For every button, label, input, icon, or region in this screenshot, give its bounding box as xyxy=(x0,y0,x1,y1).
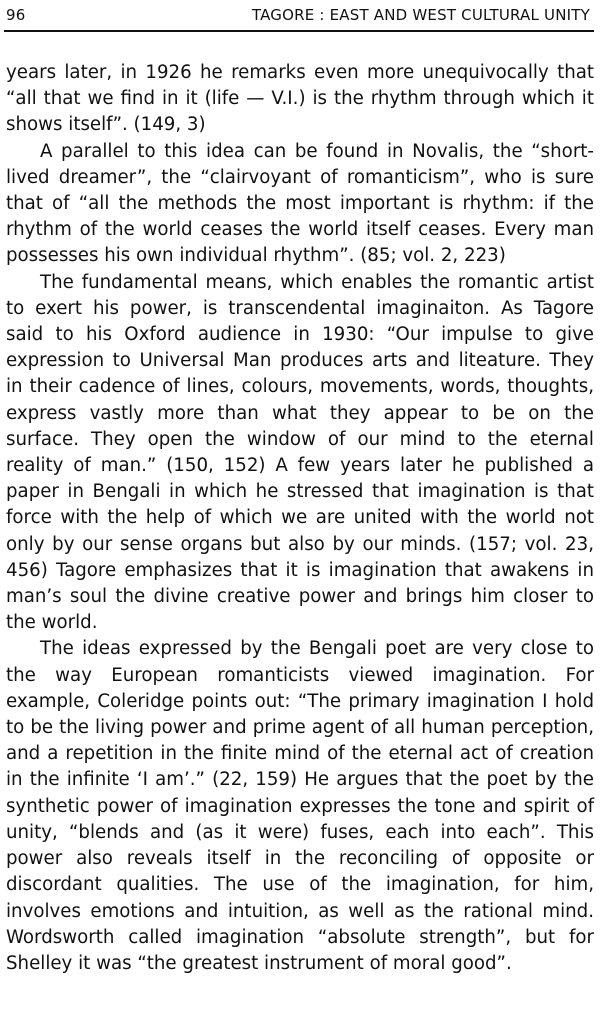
paragraph-novalis: A parallel to this idea can be found in Novalis, the “short-lived dreamer”, the “clairvoyant of romanticism”, who is sure that of “all the methods the most important is rhythm: if the rhythm of the world ceases the world itself ceases. Every man possesses his own individual rhythm”. (85; vol. 2, 223) xyxy=(6,140,594,267)
body-text xyxy=(6,60,594,977)
paragraph-imagination: The fundamental means, which enables the romantic artist to exert his power, is transcendental imaginaiton. As Tagore said to his Oxford audience in 1930: “Our impulse to give expression to Universal Man produces arts and liteature. They in their cadence of lines, colours, movements, words, thoughts, express vastly more than what they appear to be on the surface. They open the window of our mind to the eternal reality of man.” (150, 152) A few years later he published a paper in Bengali in which he stressed that imagination is that force with the help of which we are united with the world not only by our sense organs but also by our minds. (157; vol. 23, 456) Tagore emphasizes that it is imagination that awakens in man’s soul the divine creative power and brings him closer to the world. xyxy=(6,271,594,634)
page-number: 96 xyxy=(6,6,26,24)
header-rule xyxy=(4,30,594,32)
page-header xyxy=(6,2,590,30)
paragraph-coleridge: The ideas expressed by the Bengali poet are very close to the way European romanticists viewed imagination. For example, Coleridge points out: “The primary imagination I hold to be the living power and prime agent of all human perception, and a repetition in the finite mind of the eternal act of creation in the infinite ‘I am’.” (22, 159) He argues that the poet by the synthetic power of imagination expresses the tone and spirit of unity, “blends and (as it were) fuses, each into each”. This power also reveals itself in the reconciling of opposite or discordant qualities. The use of the imagination, for him, involves emotions and intuition, as well as the rational mind. Wordsworth called imagination “absolute strength”, but for Shelley it was “the greatest instrument of moral good”. xyxy=(6,638,594,974)
paragraph-continuation: years later, in 1926 he remarks even more unequivocally that “all that we find in it (life — V.I.) is the rhythm through which it shows itself”. (149, 3) xyxy=(6,62,594,136)
running-title: TAGORE : EAST AND WEST CULTURAL UNITY xyxy=(251,6,590,24)
